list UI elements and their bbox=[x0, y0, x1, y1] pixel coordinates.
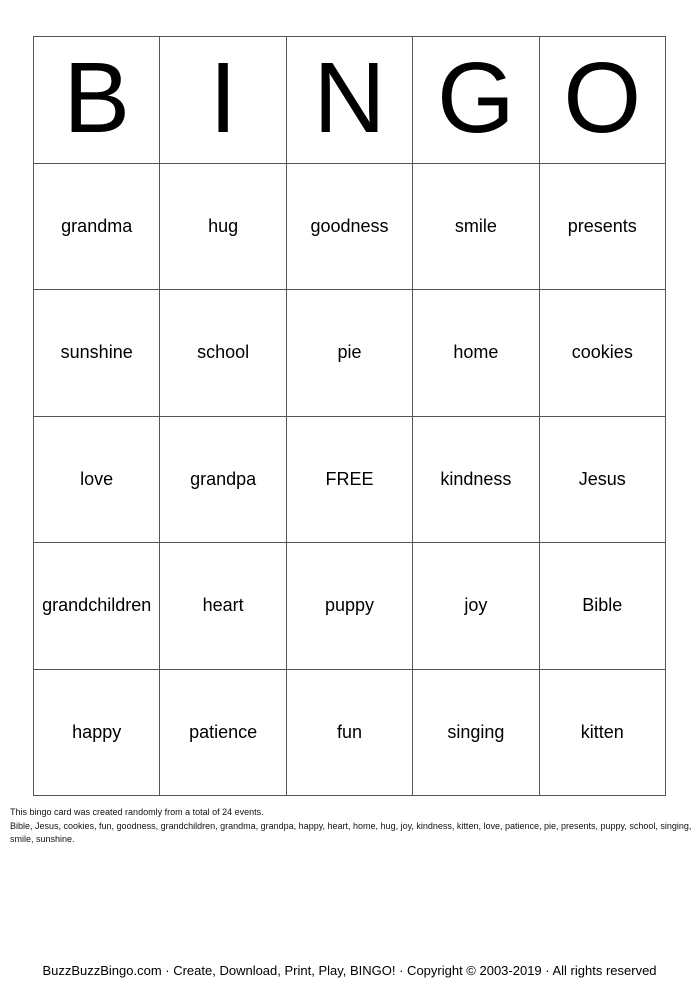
bingo-square: heart bbox=[160, 543, 286, 670]
bingo-square: kitten bbox=[540, 670, 666, 797]
bingo-square: singing bbox=[413, 670, 539, 797]
bingo-square: happy bbox=[34, 670, 160, 797]
free-square: FREE bbox=[287, 417, 413, 544]
header-letter: I bbox=[209, 41, 237, 154]
header-letter: O bbox=[563, 41, 642, 154]
header-cell-o bbox=[540, 37, 666, 164]
bingo-square: smile bbox=[413, 164, 539, 291]
bingo-square: grandma bbox=[34, 164, 160, 291]
bingo-square: sunshine bbox=[34, 290, 160, 417]
header-cell-g bbox=[413, 37, 539, 164]
bingo-square: kindness bbox=[413, 417, 539, 544]
bingo-square: home bbox=[413, 290, 539, 417]
bingo-square: grandchildren bbox=[34, 543, 160, 670]
header-letter: G bbox=[436, 41, 515, 154]
bingo-square: hug bbox=[160, 164, 286, 291]
footer-copyright: BuzzBuzzBingo.com · Create, Download, Print, Play, BINGO! · Copyright © 2003-2019 · All rights reserved bbox=[42, 963, 657, 978]
header-letter: N bbox=[313, 41, 386, 154]
bingo-square: goodness bbox=[287, 164, 413, 291]
bingo-square: cookies bbox=[540, 290, 666, 417]
bingo-square: Jesus bbox=[540, 417, 666, 544]
card-summary: This bingo card was created randomly from a total of 24 events. bbox=[10, 807, 264, 817]
bingo-square: love bbox=[34, 417, 160, 544]
header-letter: B bbox=[63, 41, 131, 154]
bingo-square: Bible bbox=[540, 543, 666, 670]
bingo-square: pie bbox=[287, 290, 413, 417]
bingo-square: grandpa bbox=[160, 417, 286, 544]
card-info bbox=[10, 806, 695, 847]
bingo-square: patience bbox=[160, 670, 286, 797]
header-cell-i bbox=[160, 37, 286, 164]
bingo-square: presents bbox=[540, 164, 666, 291]
bingo-square: fun bbox=[287, 670, 413, 797]
bingo-square: puppy bbox=[287, 543, 413, 670]
bingo-square: school bbox=[160, 290, 286, 417]
header-cell-b bbox=[34, 37, 160, 164]
bingo-square: joy bbox=[413, 543, 539, 670]
events-list: Bible, Jesus, cookies, fun, goodness, grandchildren, grandma, grandpa, happy, heart, home, hug, joy, kindness, kitten, love, patience, pie, presents, puppy, school, singing, smile, sunshine. bbox=[10, 820, 692, 844]
bingo-card bbox=[33, 36, 666, 796]
header-cell-n bbox=[287, 37, 413, 164]
